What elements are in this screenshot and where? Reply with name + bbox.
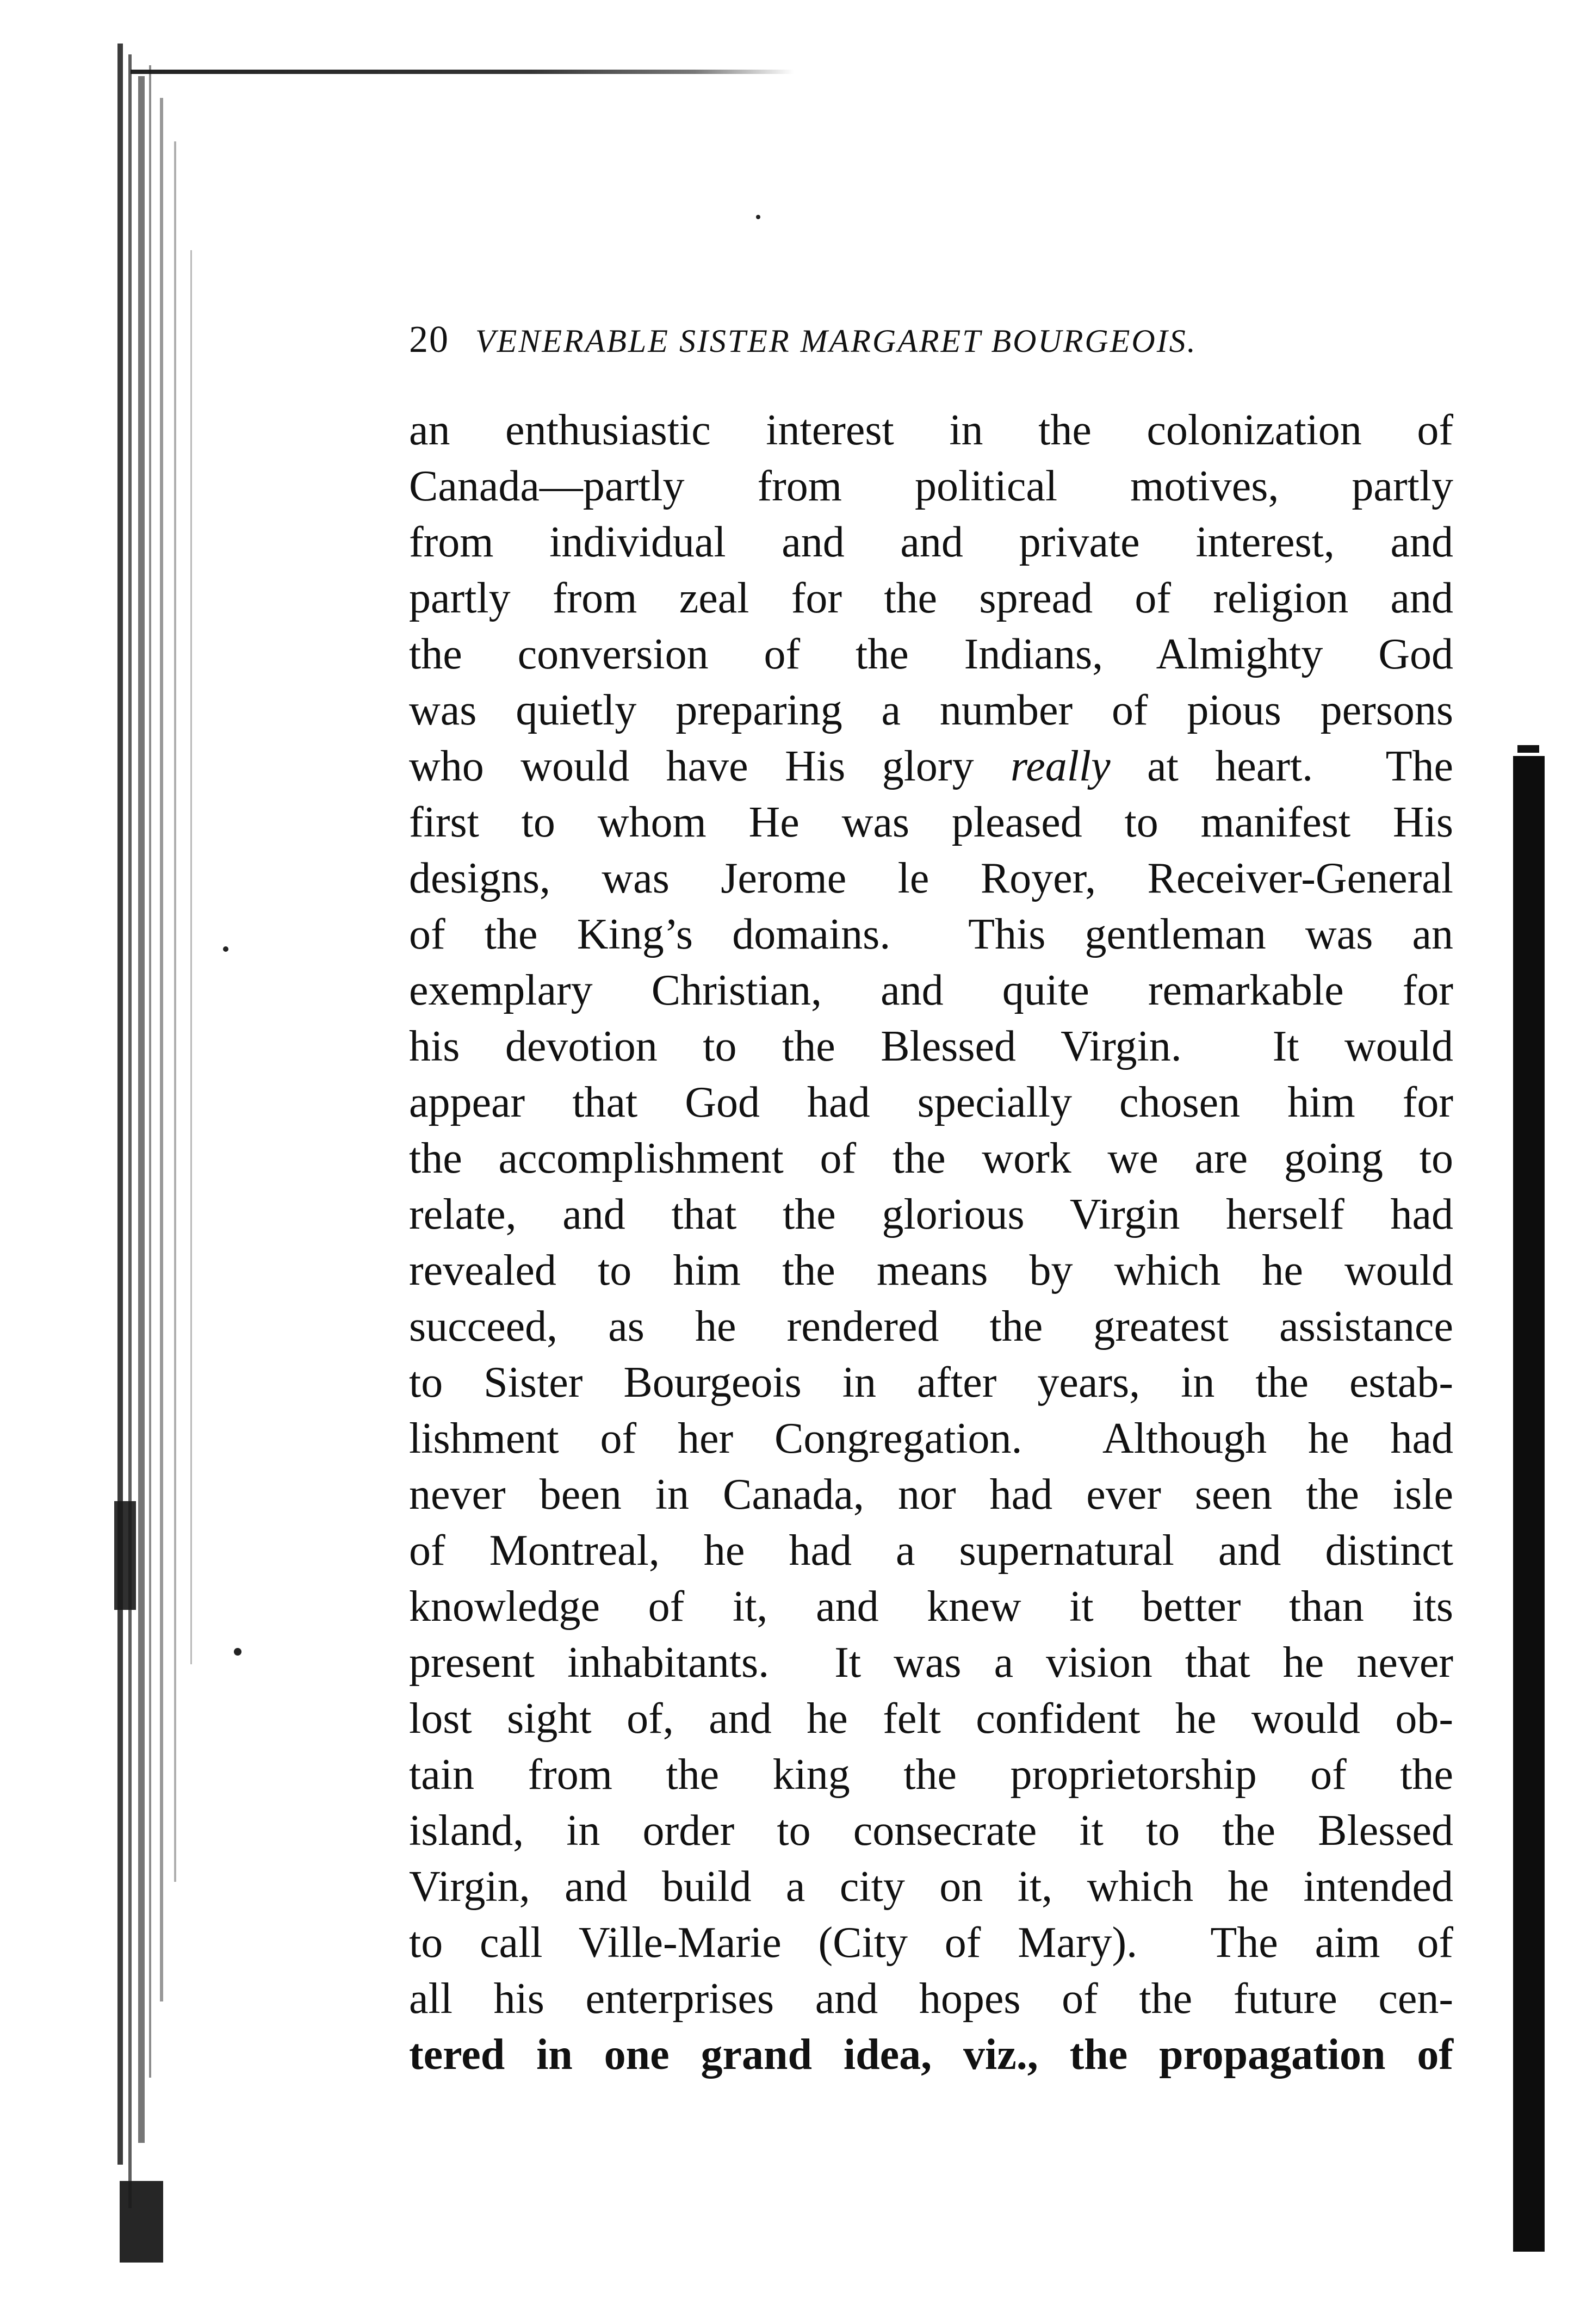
ink-speck [223,946,228,952]
text-line [409,2027,1453,2083]
text-line [409,1691,1453,1747]
text-line-content: succeed, as he rendered the greatest assistance [409,1303,1453,1350]
text-line [409,402,1453,458]
text-line-content: designs, was Jerome le Royer, Receiver-General [409,854,1453,902]
text-line [409,739,1453,795]
text-line [409,458,1453,515]
text-line [409,1635,1453,1691]
text-line [409,1355,1453,1411]
text-line-content: tain from the king the proprietorship of the [409,1751,1453,1799]
text-line [409,1579,1453,1635]
binding-gutter [114,33,223,2301]
text-segment: at heart. The [1110,742,1454,790]
text-line [409,515,1453,571]
text-line-content: knowledge of it, and knew it better than its [409,1583,1453,1631]
text-line-content: of the King’s domains. This gentleman was an [409,910,1453,958]
italic-emphasis: really [1011,742,1111,790]
text-line-content: Canada—partly from political motives, partly [409,462,1453,510]
text-line-content: partly from zeal for the spread of religion and [409,574,1453,622]
text-line-content: revealed to him the means by which he would [409,1247,1453,1294]
right-edge-shadow [1513,756,1545,2252]
text-line [409,1747,1453,1803]
right-edge-mark [1517,745,1539,753]
text-line-content: relate, and that the glorious Virgin herself had [409,1191,1453,1238]
text-line [409,963,1453,1019]
text-line [409,795,1453,851]
text-line [409,1915,1453,1971]
text-line-content: all his enterprises and hopes of the future cen- [409,1975,1453,2023]
text-line-content: the accomplishment of the work we are going to [409,1135,1453,1182]
text-line [409,1971,1453,2027]
text-line-content: the conversion of the Indians, Almighty God [409,630,1453,678]
text-line [409,1243,1453,1299]
page-number: 20 [409,319,449,361]
running-title: VENERABLE SISTER MARGARET BOURGEOIS. [475,323,1197,359]
running-header [409,318,1453,367]
text-line-content: island, in order to consecrate it to the Blessed [409,1807,1453,1855]
text-line [409,1187,1453,1243]
text-line-content: to Sister Bourgeois in after years, in the estab- [409,1359,1453,1406]
text-segment: who would have His glory [409,742,1011,790]
text-line [409,851,1453,907]
text-line-content: first to whom He was pleased to manifest His [409,798,1453,846]
text-line [409,1411,1453,1467]
text-line-content: from individual and and private interest, and [409,518,1453,566]
text-line [409,1467,1453,1523]
text-line [409,1299,1453,1355]
text-line [409,627,1453,683]
text-line [409,1131,1453,1187]
text-line [409,1859,1453,1915]
text-line-content: exemplary Christian, and quite remarkable for [409,966,1453,1014]
text-line-content: appear that God had specially chosen him for [409,1079,1453,1126]
text-line-content: an enthusiastic interest in the colonization of [409,406,1453,454]
text-line-content: lishment of her Congregation. Although he had [409,1415,1453,1462]
text-line-content: lost sight of, and he felt confident he would ob- [409,1695,1453,1743]
ink-speck [756,215,760,219]
text-line-content: Virgin, and build a city on it, which he intended [409,1863,1453,1911]
text-line [409,683,1453,739]
text-line-content: tered in one grand idea, viz., the propagation of [409,2031,1453,2079]
text-line-content: was quietly preparing a number of pious persons [409,686,1453,734]
text-line [409,1019,1453,1075]
top-scan-rule [131,70,794,74]
text-line [409,1803,1453,1859]
text-line [409,1523,1453,1579]
text-line [409,571,1453,627]
text-line-content: never been in Canada, nor had ever seen the isle [409,1471,1453,1519]
text-line-content: to call Ville-Marie (City of Mary). The aim of [409,1919,1453,1967]
text-line-content: his devotion to the Blessed Virgin. It would [409,1022,1453,1070]
text-line-content: present inhabitants. It was a vision that he never [409,1639,1453,1687]
body-text [409,402,1453,2083]
text-line [409,907,1453,963]
ink-speck [234,1648,241,1656]
text-line [409,1075,1453,1131]
text-line-content: of Montreal, he had a supernatural and distinct [409,1527,1453,1575]
